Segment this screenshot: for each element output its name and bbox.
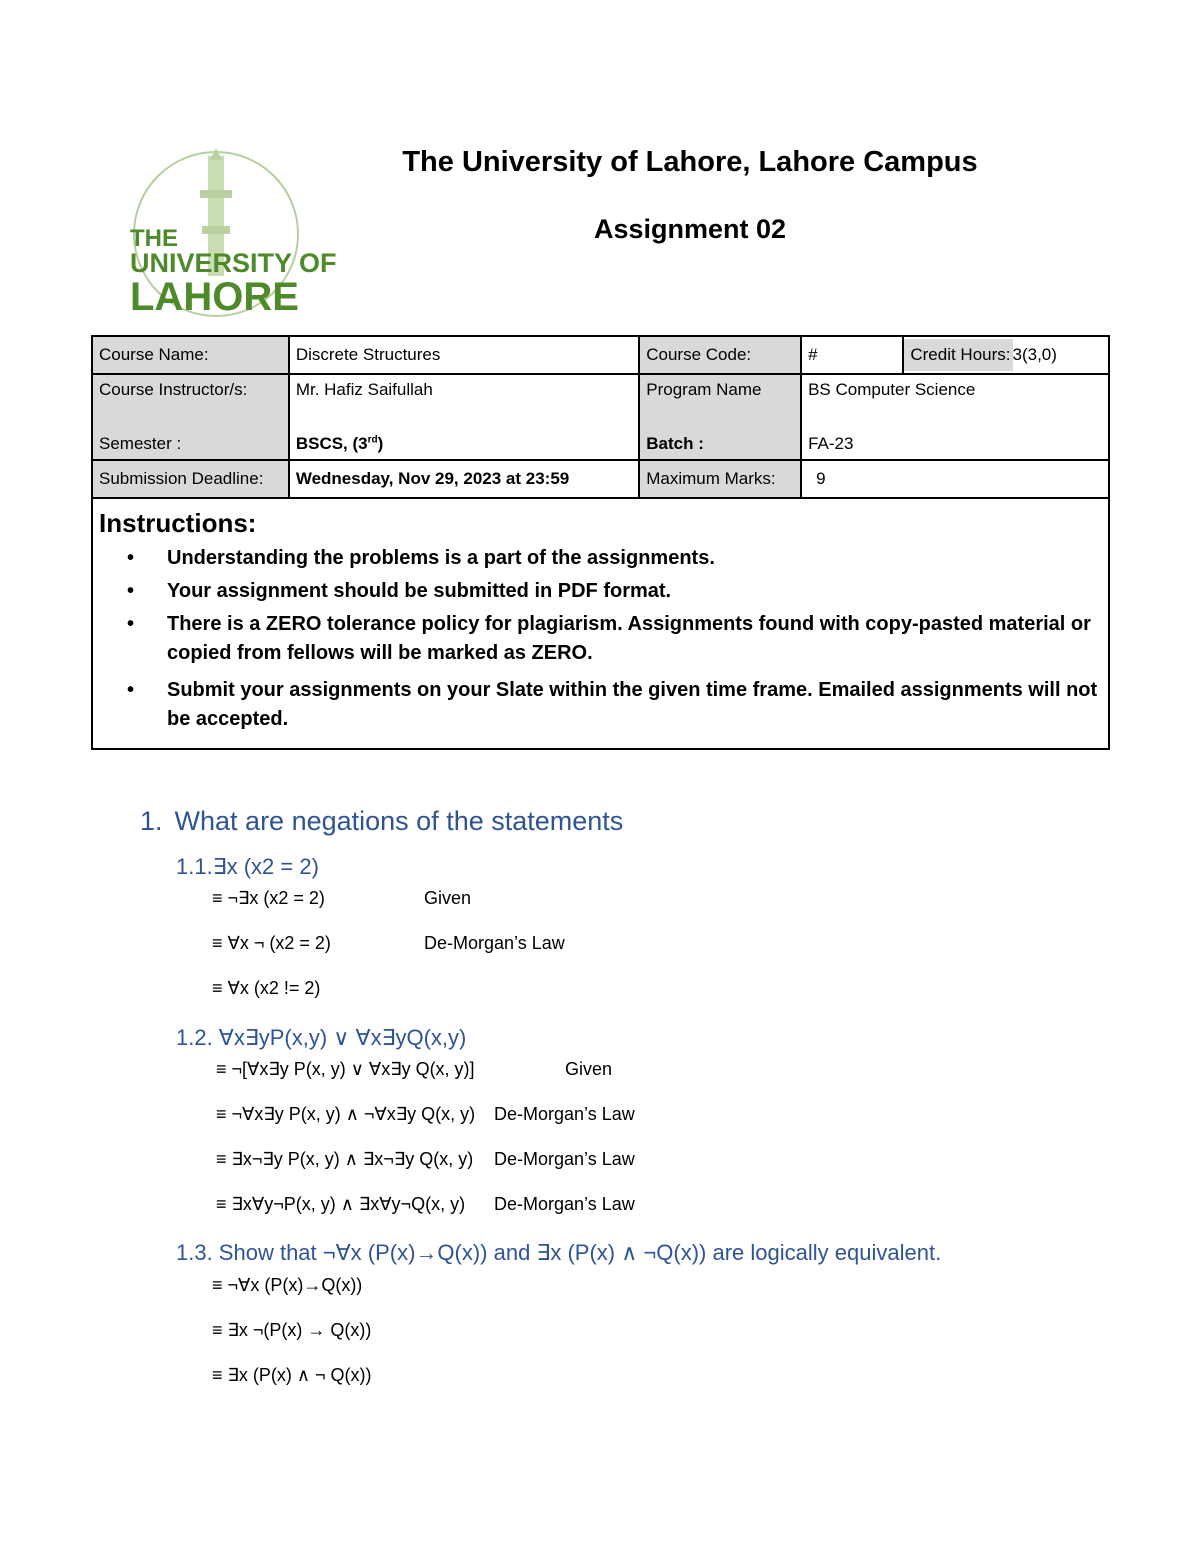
max-marks-value: 9 bbox=[801, 460, 1109, 498]
logo-text-the: THE bbox=[130, 225, 178, 252]
assignment-title: Assignment 02 bbox=[593, 214, 787, 244]
instructions-list bbox=[119, 544, 1099, 738]
step-reason: De-Morgan’s Law bbox=[494, 1149, 635, 1169]
course-name-value: Discrete Structures bbox=[289, 336, 639, 374]
instructor-value: Mr. Hafiz Saifullah bbox=[295, 380, 433, 399]
course-name-label: Course Name: bbox=[92, 336, 289, 374]
list-item: • Submit your assignments on your Slate within the given time frame. Emailed assignments will not be accepted. bbox=[127, 679, 1098, 730]
part-1-1-heading: 1.1.∃x (x2 = 2) bbox=[176, 854, 319, 879]
semester-label: Semester : bbox=[99, 434, 182, 453]
step-expression: ≡ ∃x (P(x) ∧ ¬ Q(x)) bbox=[212, 1365, 372, 1385]
step-expression: ≡ ¬∀x (P(x)→Q(x)) bbox=[212, 1275, 363, 1295]
logo-emblem bbox=[88, 138, 372, 324]
instructor-label: Course Instructor/s: bbox=[99, 380, 248, 399]
list-item: • There is a ZERO tolerance policy for plagiarism. Assignments found with copy-pasted material or copied from fellows will be marked as ZERO. bbox=[127, 613, 1091, 664]
step-reason: Given bbox=[565, 1059, 613, 1079]
max-marks-label: Maximum Marks: bbox=[639, 460, 801, 498]
course-info-table bbox=[91, 335, 1110, 499]
deadline-value: Wednesday, Nov 29, 2023 at 23:59 bbox=[289, 460, 639, 498]
step-expression: ≡ ∃x∀y¬P(x, y) ∧ ∃x∀y¬Q(x, y) bbox=[216, 1194, 466, 1214]
credit-hours-value: 3(3,0) bbox=[1012, 345, 1057, 364]
batch-label: Batch : bbox=[646, 434, 704, 453]
deadline-label: Submission Deadline: bbox=[92, 460, 289, 498]
part-1-2-heading: 1.2. ∀x∃yP(x,y) ∨ ∀x∃yQ(x,y) bbox=[176, 1025, 467, 1050]
part-1-3-heading: 1.3. Show that ¬∀x (P(x)→Q(x)) and ∃x (P(x) ∧ ¬Q(x)) are logically equivalent. bbox=[176, 1240, 942, 1265]
step-expression: ≡ ¬[∀x∃y P(x, y) ∨ ∀x∃y Q(x, y)] bbox=[216, 1059, 475, 1079]
instructor-semester-values bbox=[289, 374, 639, 460]
program-batch-values bbox=[801, 374, 1109, 460]
semester-value: BSCS, (3rd) bbox=[295, 434, 384, 453]
list-item: • Understanding the problems is a part of the assignments. bbox=[127, 547, 715, 569]
step-expression: ≡ ∃x¬∃y P(x, y) ∧ ∃x¬∃y Q(x, y) bbox=[216, 1149, 474, 1169]
list-item: • Your assignment should be submitted in PDF format. bbox=[127, 580, 672, 602]
batch-value: FA-23 bbox=[808, 434, 854, 453]
step-reason: De-Morgan’s Law bbox=[424, 933, 565, 953]
program-batch-labels bbox=[639, 374, 801, 460]
question-1-heading: 1. What are negations of the statements bbox=[140, 806, 624, 836]
step-reason: Given bbox=[424, 888, 472, 908]
credit-hours-cell bbox=[903, 336, 1109, 374]
credit-hours-label: Credit Hours: bbox=[904, 339, 1012, 371]
step-reason: De-Morgan’s Law bbox=[494, 1194, 635, 1214]
step-expression: ≡ ¬∃x (x2 = 2) bbox=[212, 888, 325, 908]
step-expression: ≡ ∀x (x2 != 2) bbox=[212, 978, 321, 998]
logo-text-university: UNIVERSITY OF bbox=[130, 248, 337, 278]
course-code-label: Course Code: bbox=[639, 336, 801, 374]
instructor-semester-labels bbox=[92, 374, 289, 460]
step-reason: De-Morgan’s Law bbox=[494, 1104, 635, 1124]
university-logo bbox=[88, 138, 372, 324]
logo-text-lahore: LAHORE bbox=[130, 275, 299, 319]
step-expression: ≡ ¬∀x∃y P(x, y) ∧ ¬∀x∃y Q(x, y) bbox=[216, 1104, 476, 1124]
step-expression: ≡ ∀x ¬ (x2 = 2) bbox=[212, 933, 331, 953]
university-title: The University of Lahore, Lahore Campus bbox=[402, 146, 978, 178]
instructions-box bbox=[91, 498, 1110, 750]
instructions-heading: Instructions: bbox=[99, 508, 257, 538]
program-label: Program Name bbox=[646, 380, 762, 399]
course-code-value: # bbox=[801, 336, 903, 374]
program-value: BS Computer Science bbox=[808, 380, 976, 399]
step-expression: ≡ ∃x ¬(P(x) → Q(x)) bbox=[212, 1320, 372, 1340]
